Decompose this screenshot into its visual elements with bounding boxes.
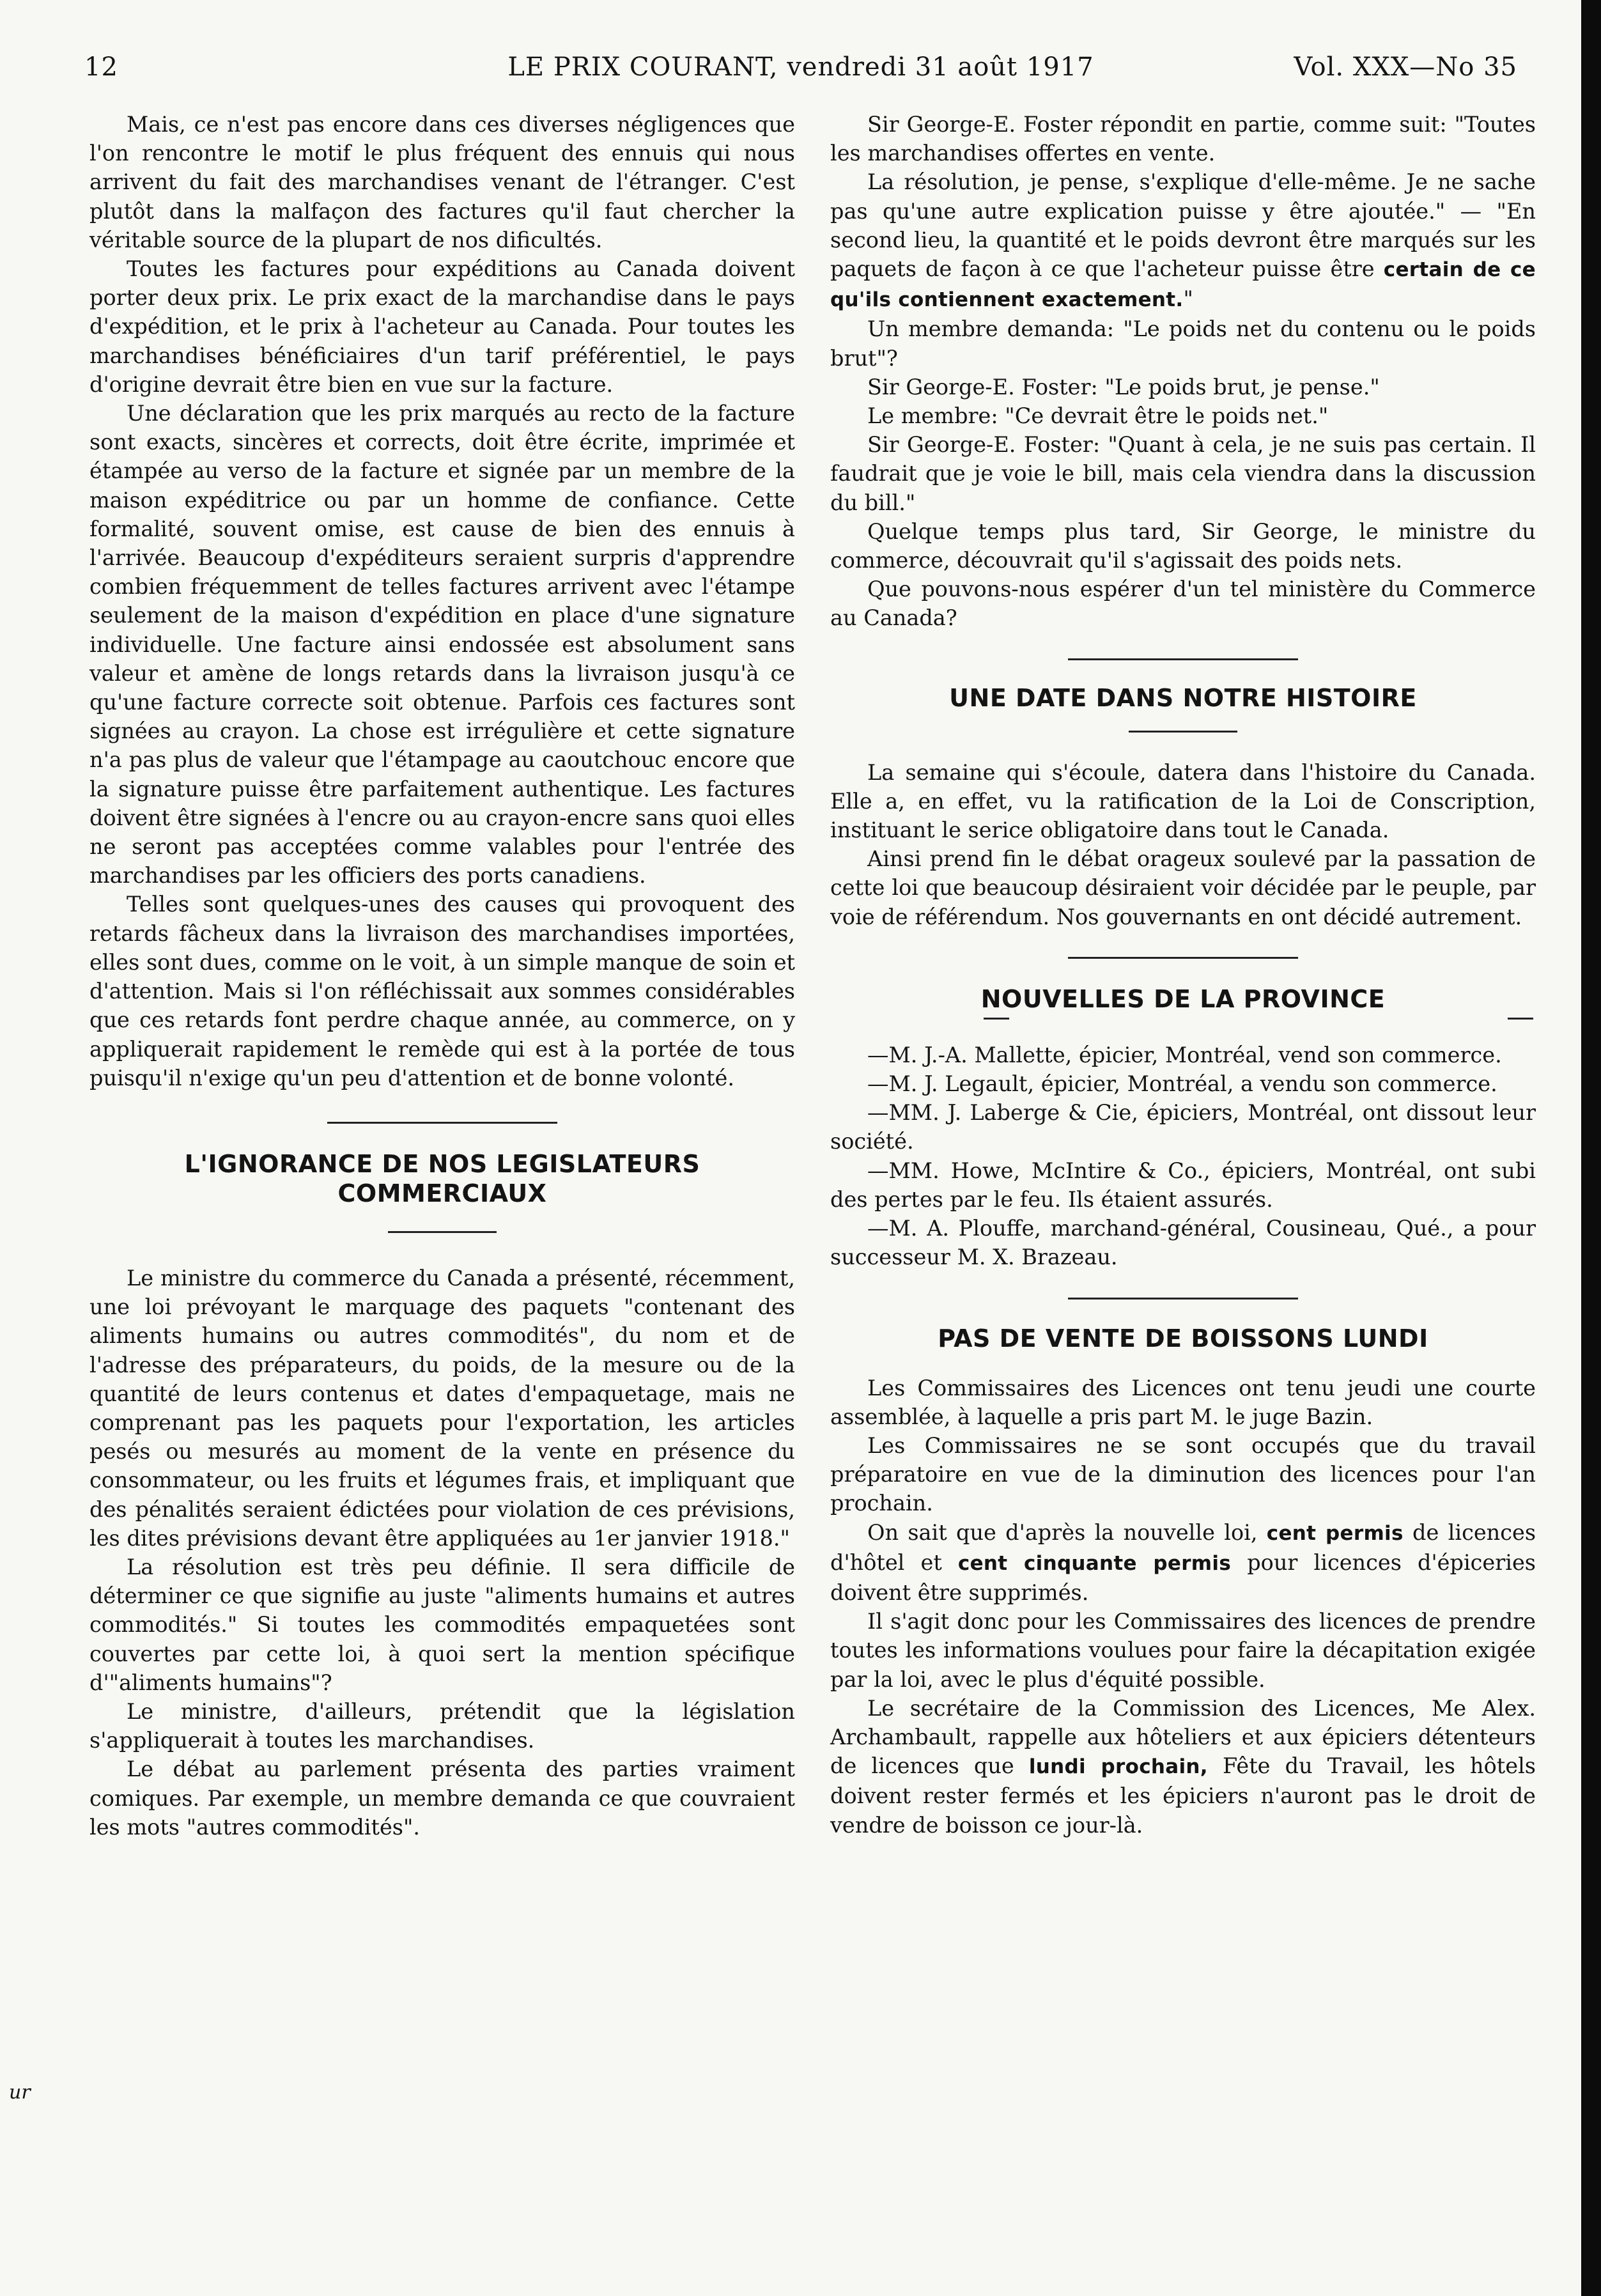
scan-edge-bar <box>1581 0 1601 2296</box>
running-title: LE PRIX COURANT, vendredi 31 août 1917 <box>507 52 1094 82</box>
section-heading-boissons: PAS DE VENTE DE BOISSONS LUNDI <box>938 1324 1428 1353</box>
paragraph: Telles sont quelques-unes des causes qui provoquent des retards fâcheux dans la livraison des marchandises importées, elles sont dues, comme on le voit, à un simple manque de soin et d'attention. Mais si l'on réfléchissait aux sommes considérables que ces retards font perdre chaque année, au commerce, on y appliquerait rapidement le remède qui est à la portée de tous puisqu'il n'exige qu'un peu d'attention et de bonne volonté. <box>89 892 795 1090</box>
news-item: —M. J.-A. Mallette, épicier, Montréal, vend son commerce. <box>867 1042 1502 1067</box>
news-item: —M. A. Plouffe, marchand-général, Cousineau, Qué., a pour successeur M. X. Brazeau. <box>830 1216 1536 1270</box>
right-column <box>830 110 1536 1840</box>
left-column <box>89 110 795 1842</box>
paragraph: Quelque temps plus tard, Sir George, le ministre du commerce, découvrait qu'il s'agissait des poids nets. <box>830 518 1536 573</box>
page-number: 12 <box>84 52 118 82</box>
news-item: —MM. Howe, McIntire & Co., épiciers, Montréal, ont subi des pertes par le feu. Ils étaient assurés. <box>830 1158 1536 1212</box>
paragraph: Mais, ce n'est pas encore dans ces diverses négligences que l'on rencontre le motif le plus fréquent des ennuis qui nous arrivent du fait des marchandises venant de l'étranger. C'est plutôt dans la malfaçon des factures qu'il faut chercher la véritable source de la plupart de nos dificultés. <box>89 112 795 252</box>
paragraph: Les Commissaires des Licences ont tenu jeudi une courte assemblée, à laquelle a pris part M. le juge Bazin. <box>830 1375 1536 1429</box>
paragraph: Le ministre, d'ailleurs, prétendit que la législation s'appliquerait à toutes les marchandises. <box>89 1698 795 1753</box>
paragraph-text: " <box>1183 286 1193 312</box>
paragraph: Le ministre du commerce du Canada a présenté, récemment, une loi prévoyant le marquage des paquets "contenant des aliments humains ou autres commodités", du nom et de l'adresse des préparateurs, du poids, de la mesure ou de la quantité de leurs contenus et dates d'empaquetage, mais ne comprenant pas les paquets pour l'exportation, les articles pesés ou mesurés au moment de la vente en présence du consommateur, ou les fruits et légumes frais, et impliquant que des pénalités seraient édictées pour violation de ces prévisions, les dites prévisions devant être appliquées au 1er janvier 1918." <box>89 1265 795 1551</box>
bold-phrase: certain de ce qu'ils contiennent exactement. <box>830 258 1536 312</box>
page-header <box>84 52 1517 91</box>
paragraph <box>830 1518 1536 1608</box>
paragraph-text: pour licences d'épiceries doivent être supprimés. <box>830 1549 1536 1605</box>
dash-mark <box>984 1018 1009 1020</box>
news-item: —M. J. Legault, épicier, Montréal, a vendu son commerce. <box>867 1071 1497 1097</box>
paragraph: Le débat au parlement présenta des parties vraiment comiques. Par exemple, un membre demanda ce que couvraient les mots "autres commodités". <box>89 1757 795 1840</box>
paragraph-text: La résolution, je pense, s'explique d'elle-même. Je ne sache pas qu'une autre explication puisse y être ajoutée." — "En second lieu, la quantité et le poids devront être marqués sur les paquets de façon à ce que l'acheteur puisse être <box>830 169 1536 282</box>
paragraph: La semaine qui s'écoule, datera dans l'histoire du Canada. Elle a, en effet, vu la ratification de la Loi de Conscription, instituant le serice obligatoire dans tout le Canada. <box>830 759 1536 843</box>
paragraph: Les Commissaires ne se sont occupés que du travail préparatoire en vue de la diminution des licences pour l'an prochain. <box>830 1432 1536 1516</box>
paragraph: La résolution est très peu définie. Il sera difficile de déterminer ce que signifie au juste "aliments humains et autres commodités." Si toutes les commodités empaquetées sont couvertes par cette loi, à quoi sert la mention spécifique d'"aliments humains"? <box>89 1554 795 1695</box>
paragraph-text: Fête du Travail, les hôtels doivent rester fermés et les épiciers n'auront pas le droit de vendre de boisson ce jour-là. <box>830 1753 1536 1838</box>
section-heading-province: NOUVELLES DE LA PROVINCE <box>980 984 1386 1013</box>
paragraph: Un membre demanda: "Le poids net du contenu ou le poids brut"? <box>830 316 1536 371</box>
bold-phrase: cent cinquante permis <box>957 1551 1232 1575</box>
news-item: —MM. J. Laberge & Cie, épiciers, Montréal, ont dissout leur société. <box>830 1100 1536 1154</box>
bold-phrase: cent permis <box>1266 1521 1404 1545</box>
paragraph-text: On sait que d'après la nouvelle loi, <box>867 1519 1267 1545</box>
section-heading-ignorance: L'IGNORANCE DE NOS LEGISLATEURS COMMERCIAUX <box>184 1149 700 1207</box>
dash-mark <box>1508 1018 1533 1020</box>
section-heading-date: UNE DATE DANS NOTRE HISTOIRE <box>949 683 1417 712</box>
paragraph <box>830 1694 1536 1840</box>
paragraph: Il s'agit donc pour les Commissaires des licences de prendre toutes les informations voulues pour faire la décapitation exigée par la loi, avec le plus d'équité possible. <box>830 1609 1536 1692</box>
paragraph: Le membre: "Ce devrait être le poids net." <box>867 403 1329 429</box>
paragraph: Sir George-E. Foster répondit en partie, comme suit: "Toutes les marchandises offertes en vente. <box>830 112 1536 166</box>
paragraph: Ainsi prend fin le débat orageux soulevé par la passation de cette loi que beaucoup désiraient voir décidée par le peuple, par voie de référendum. Nos gouvernants en ont décidé autrement. <box>830 846 1536 929</box>
margin-mark: ur <box>9 2081 31 2104</box>
paragraph: Que pouvons-nous espérer d'un tel ministère du Commerce au Canada? <box>830 577 1536 631</box>
paragraph-text: Le secrétaire de la Commission des Licences, Me Alex. Archambault, rappelle aux hôteliers et aux épiciers détenteurs de licences que <box>830 1695 1536 1779</box>
heading-dashes <box>830 1014 1536 1029</box>
paragraph: Une déclaration que les prix marqués au recto de la facture sont exacts, sincères et corrects, doit être écrite, imprimée et étampée au verso de la facture et signée par un membre de la maison expéditrice ou par un homme de confiance. Cette formalité, souvent omise, est cause de bien des ennuis à l'arrivée. Beaucoup d'expéditeurs seraient surpris d'apprendre combien fréquemment de telles factures arrivent avec l'étampe seulement de la maison d'expédition en place d'une signature individuelle. Une facture ainsi endossée est absolument sans valeur et amène de longs retards dans la livraison jusqu'à ce qu'une facture correcte soit obtenue. Parfois ces factures sont signées au crayon. La chose est irrégulière et cette signature n'a pas plus de valeur que l'étampage au caoutchouc encore que la signature puisse être parfaitement authentique. Les factures doivent être signées à l'encre ou au crayon-encre sans quoi elles ne seront pas acceptées comme valables pour l'entrée des marchandises par les officiers des ports canadiens. <box>89 401 795 888</box>
paragraph <box>830 167 1536 314</box>
bold-phrase: lundi prochain, <box>1028 1755 1208 1779</box>
paragraph: Sir George-E. Foster: "Le poids brut, je pense." <box>867 374 1380 399</box>
volume-number: Vol. XXX—No 35 <box>1294 52 1517 82</box>
paragraph-text: de licences d'hôtel et <box>830 1519 1536 1575</box>
paragraph: Sir George-E. Foster: "Quant à cela, je ne suis pas certain. Il faudrait que je voie le bill, mais cela viendra dans la discussion du bill." <box>830 432 1536 515</box>
paragraph: Toutes les factures pour expéditions au Canada doivent porter deux prix. Le prix exact de la marchandise dans le pays d'expédition, et le prix à l'acheteur au Canada. Pour toutes les marchandises bénéficiaires d'un tarif préférentiel, le pays d'origine devrait être bien en vue sur la facture. <box>89 256 795 397</box>
